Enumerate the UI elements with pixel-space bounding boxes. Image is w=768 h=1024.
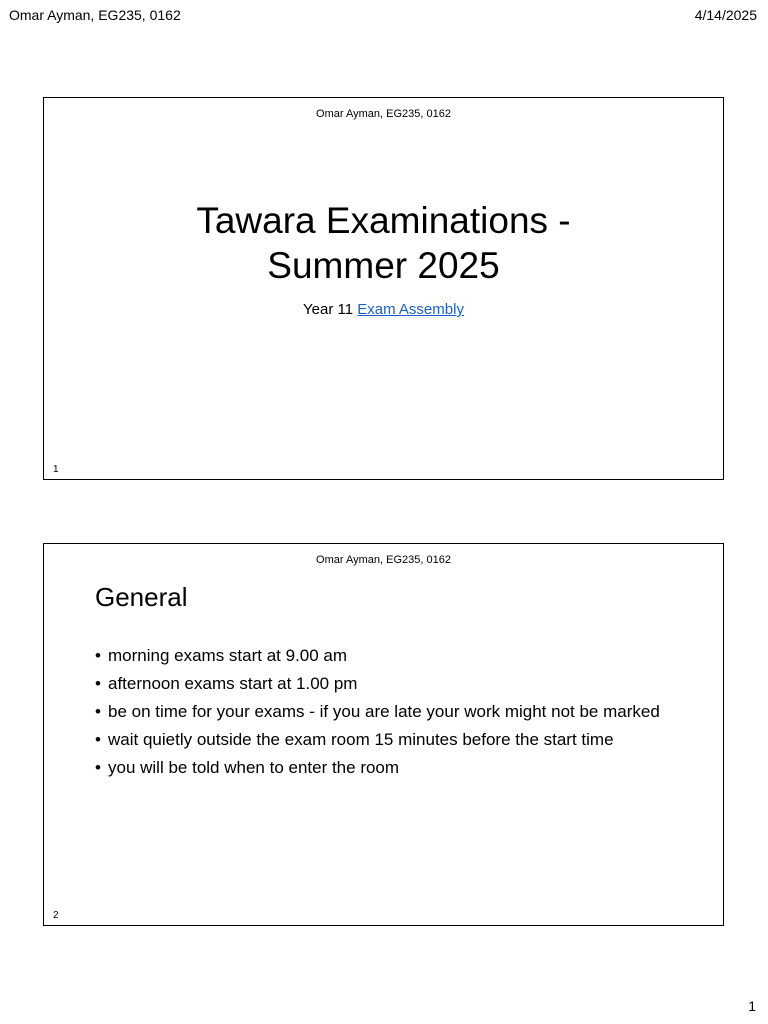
bullet-item	[95, 674, 685, 694]
bullet-text: afternoon exams start at 1.00 pm	[108, 674, 358, 693]
bullet-item	[95, 758, 685, 778]
bullet-text: wait quietly outside the exam room 15 minutes before the start time	[108, 730, 614, 749]
bullet-text: be on time for your exams - if you are late your work might not be marked	[108, 702, 660, 721]
page-number: 1	[748, 998, 756, 1014]
page-header-author: Omar Ayman, EG235, 0162	[9, 7, 181, 23]
subtitle-text: Year 11	[303, 301, 354, 318]
bullet-list	[95, 646, 685, 786]
slide-header: Omar Ayman, EG235, 0162	[316, 108, 451, 120]
bullet-item	[95, 730, 685, 750]
bullet-icon: •	[95, 646, 101, 665]
slide-title-line-1: Tawara Examinations -	[196, 200, 571, 241]
slide-header: Omar Ayman, EG235, 0162	[316, 554, 451, 566]
bullet-item	[95, 646, 685, 666]
slide-1	[43, 97, 724, 480]
slide-title-line-2: Summer 2025	[267, 245, 500, 286]
slide-title: General	[95, 582, 188, 612]
slide-number: 2	[53, 910, 59, 921]
bullet-text: morning exams start at 9.00 am	[108, 646, 348, 665]
page-header-date: 4/14/2025	[694, 7, 757, 23]
bullet-item	[95, 702, 685, 722]
bullet-icon: •	[95, 674, 101, 693]
bullet-icon: •	[95, 758, 101, 777]
bullet-icon: •	[95, 702, 101, 721]
bullet-text: you will be told when to enter the room	[108, 758, 400, 777]
slide-number: 1	[53, 464, 59, 475]
slide-subtitle	[44, 301, 723, 318]
exam-assembly-link[interactable]: Exam Assembly	[357, 301, 464, 318]
bullet-icon: •	[95, 730, 101, 749]
slide-title	[44, 198, 723, 288]
slide-2	[43, 543, 724, 926]
